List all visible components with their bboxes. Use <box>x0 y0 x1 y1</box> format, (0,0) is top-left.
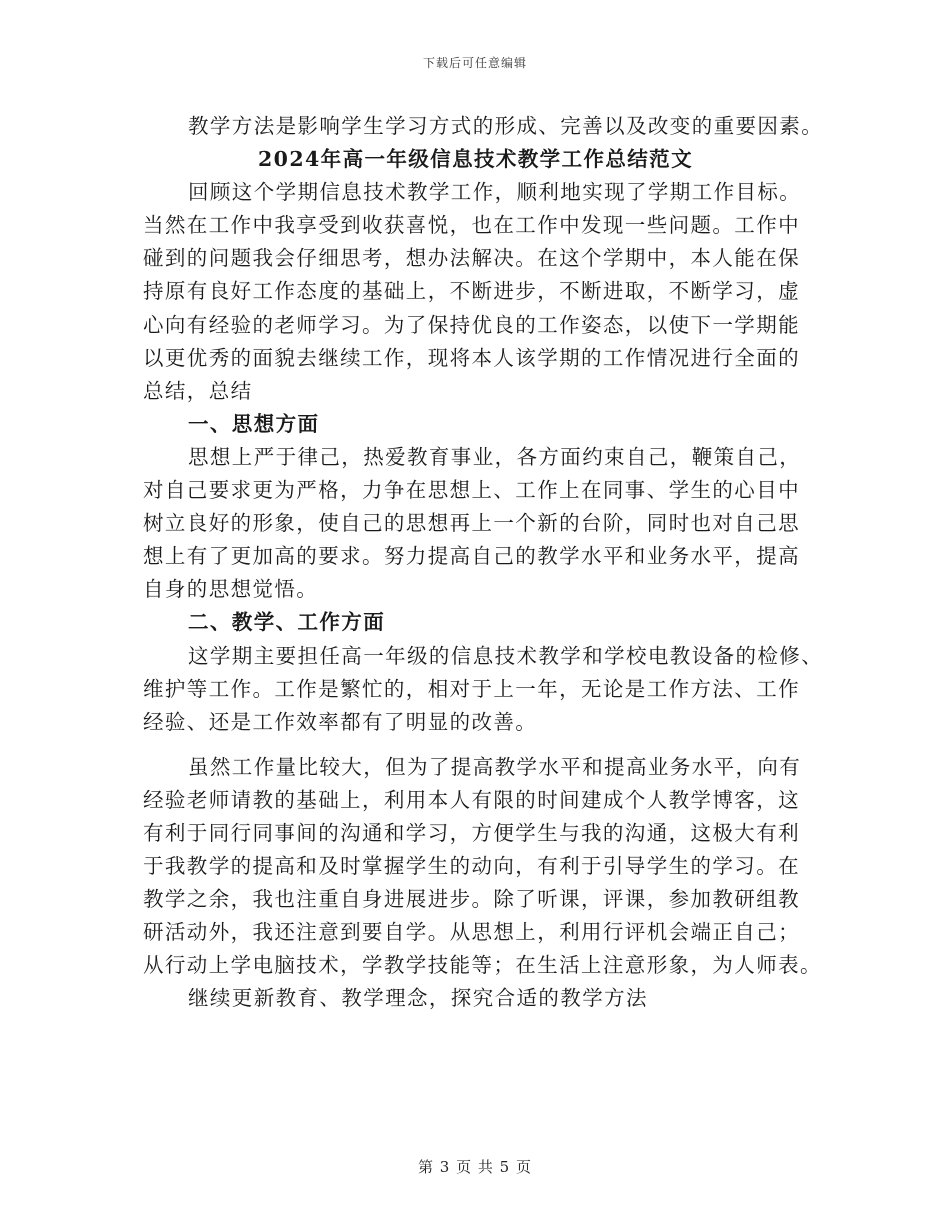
paragraph-line: 思想上严于律己，热爱教育事业，各方面约束自己，鞭策自己， <box>188 444 802 469</box>
paragraph-line: 经验、还是工作效率都有了明显的改善。 <box>143 709 538 734</box>
paragraph-line: 自身的思想觉悟。 <box>143 577 319 602</box>
document-body <box>143 110 824 1016</box>
paragraph-line: 继续更新教育、教学理念，探究合适的教学方法 <box>188 986 648 1011</box>
paragraph-line: 经验老师请教的基础上，利用本人有限的时间建成个人教学博客，这 <box>143 787 800 812</box>
paragraph-line: 教学方法是影响学生学习方式的形成、完善以及改变的重要因素。 <box>188 114 824 138</box>
paragraph-line: 对自己要求更为严格，力争在思想上、工作上在同事、学生的心目中 <box>143 478 800 503</box>
section-heading-thought: 一、思想方面 <box>188 411 320 436</box>
paragraph-line: 树立良好的形象，使自己的思想再上一个新的台阶，同时也对自己思 <box>143 511 800 536</box>
paragraph-line: 研活动外，我还注意到要自学。从思想上，利用行评机会端正自己； <box>143 920 800 945</box>
paragraph-line: 维护等工作。工作是繁忙的，相对于上一年，无论是工作方法、工作 <box>143 676 800 701</box>
paragraph-line: 总结，总结 <box>143 378 253 403</box>
paragraph-line: 以更优秀的面貌去继续工作，现将本人该学期的工作情况进行全面的 <box>143 345 800 370</box>
paragraph-line: 碰到的问题我会仔细思考，想办法解决。在这个学期中，本人能在保 <box>143 246 800 271</box>
paragraph-line: 虽然工作量比较大，但为了提高教学水平和提高业务水平，向有 <box>188 754 802 779</box>
page-header: 下载后可任意编辑 <box>422 56 527 70</box>
paragraph-line: 教学之余，我也注重自身进展进步。除了听课，评课，参加教研组教 <box>143 887 800 912</box>
paragraph-line: 这学期主要担任高一年级的信息技术教学和学校电教设备的检修、 <box>188 643 824 668</box>
page-number: 第 3 页 共 5 页 <box>418 1158 532 1176</box>
paragraph-line: 想上有了更加高的要求。努力提高自己的教学水平和业务水平，提高 <box>143 544 800 569</box>
paragraph-line: 回顾这个学期信息技术教学工作，顺利地实现了学期工作目标。 <box>188 180 802 205</box>
section-heading-teaching: 二、教学、工作方面 <box>188 610 386 635</box>
paragraph-line: 有利于同行同事间的沟通和学习，方便学生与我的沟通，这极大有利 <box>143 820 800 845</box>
paragraph-line: 于我教学的提高和及时掌握学生的动向，有利于引导学生的学习。在 <box>143 854 800 879</box>
paragraph-line: 心向有经验的老师学习。为了保持优良的工作姿态，以使下一学期能 <box>143 312 800 337</box>
paragraph-line: 从行动上学电脑技术，学教学技能等；在生活上注意形象，为人师表。 <box>143 953 822 978</box>
document-title: 2024年高一年级信息技术教学工作总结范文 <box>258 147 693 172</box>
paragraph-line: 持原有良好工作态度的基础上，不断进步，不断进取，不断学习，虚 <box>143 279 800 304</box>
paragraph-line: 当然在工作中我享受到收获喜悦，也在工作中发现一些问题。工作中 <box>143 213 800 238</box>
